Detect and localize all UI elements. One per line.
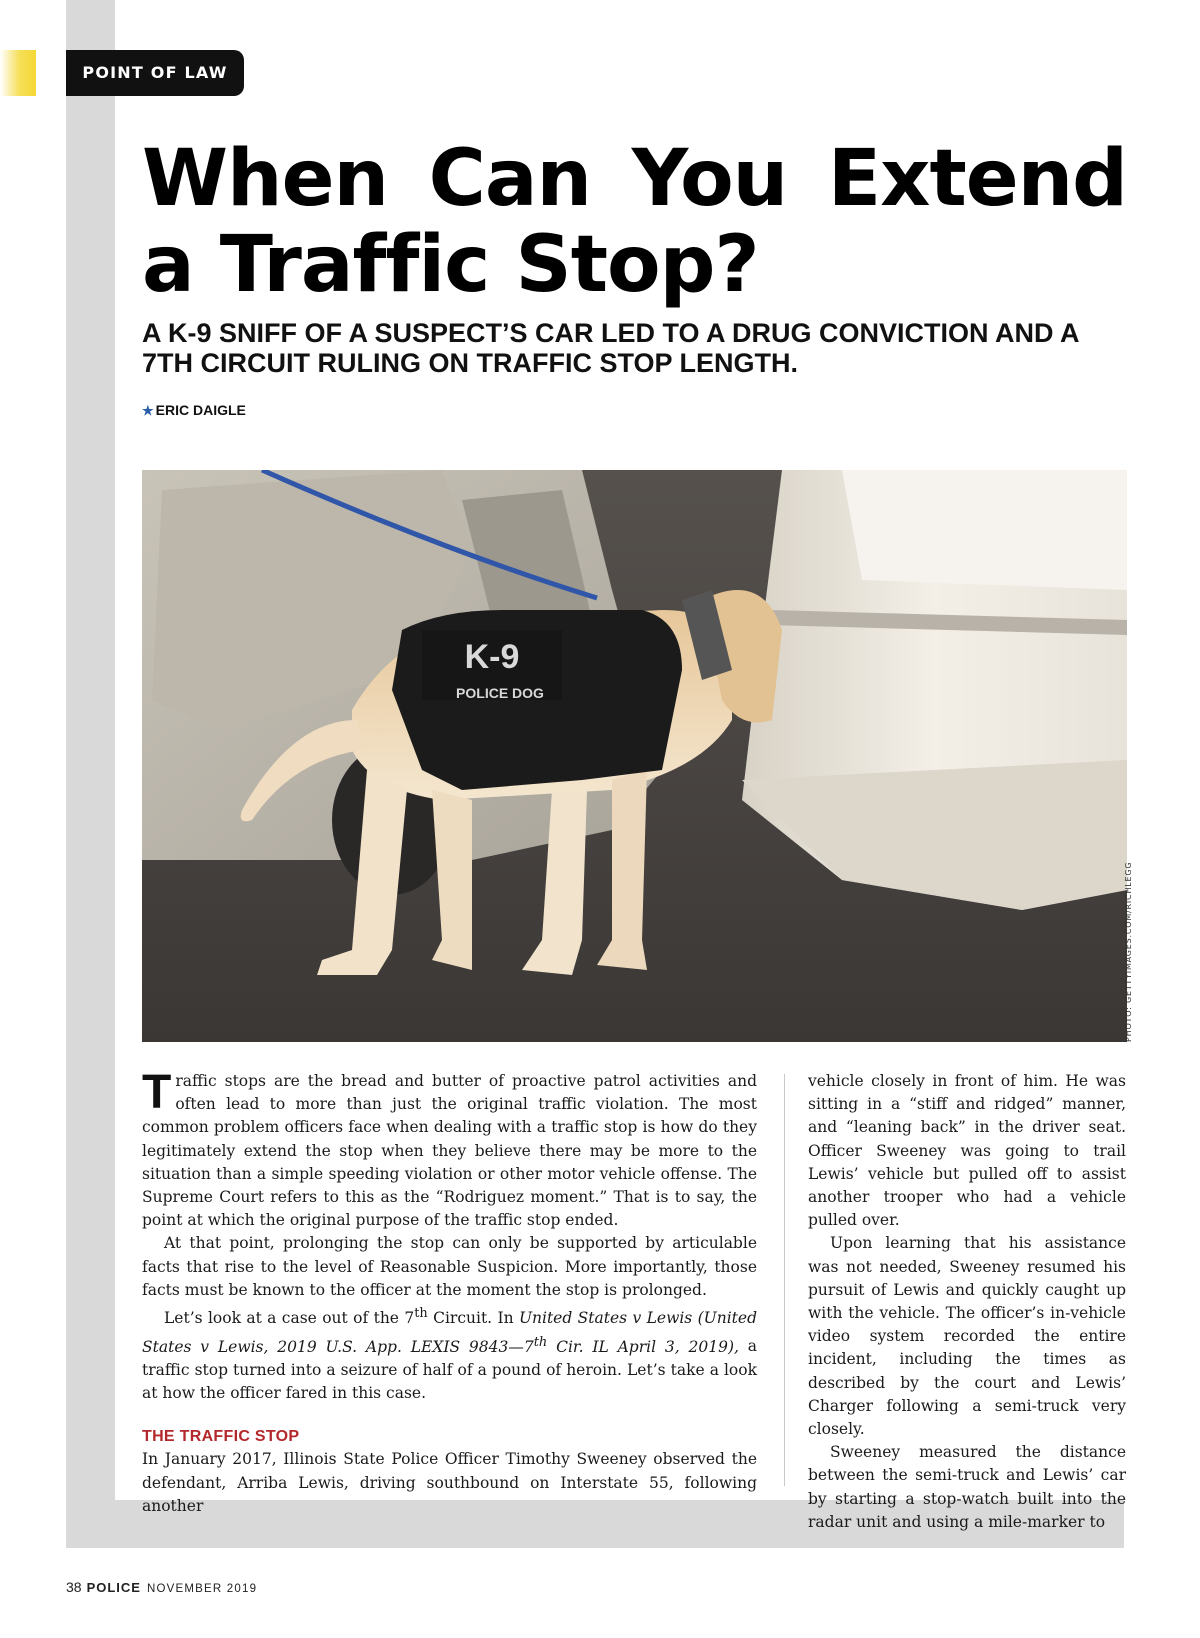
drop-cap: T xyxy=(142,1066,172,1119)
paragraph: Sweeney measured the distance between the semi-truck and Lewis’ car by starting a stop-watch built into the radar unit and using a mile-marker to xyxy=(808,1443,1126,1531)
author-name: ERIC DAIGLE xyxy=(155,402,246,418)
section-subhead: THE TRAFFIC STOP xyxy=(142,1428,300,1446)
title-line-1: When Can You Extend xyxy=(142,134,1127,224)
paragraph: At that point, prolonging the stop can only be supported by articulable facts that rise to the level of Reasonable Suspicion. More importantly, those facts must be known to the officer at the moment the stop is prolonged. xyxy=(142,1234,757,1299)
body-column-2 xyxy=(808,1070,1126,1534)
yellow-accent-tab xyxy=(0,50,36,96)
paragraph: In January 2017, Illinois State Police Officer Timothy Sweeney observed the defendant, Arriba Lewis, driving southbound on Interstate 55, following another xyxy=(142,1450,757,1515)
photo-credit: PHOTO: GETTYIMAGES.COM/RICHLEGG xyxy=(1124,861,1133,1042)
case-citation: United States v Lewis (United States v Lewis, 2019 U.S. App. LEXIS 9843—7th Cir. IL April 3, 2019), xyxy=(142,1309,757,1356)
article-title xyxy=(142,136,1127,308)
title-line-2: a Traffic Stop? xyxy=(142,220,759,310)
paragraph: vehicle closely in front of him. He was sitting in a “stiff and ridged” manner, and “leaning back” in the driver seat. Officer Sweeney was going to trail Lewis’ vehicle but pulled off to assist another trooper who had a vehicle pulled over. xyxy=(808,1072,1126,1230)
section-label: POINT OF LAW xyxy=(66,50,244,96)
column-divider xyxy=(784,1074,785,1486)
magazine-name: POLICE xyxy=(86,1580,141,1595)
k9-photo xyxy=(142,470,1127,1042)
paragraph: Let’s look at a case out of the 7th Circuit. In United States v Lewis (United States v Lewis, 2019 U.S. App. LEXIS 9843—7th Cir. IL April 3, 2019), a traffic stop turned into a seizure of half of a pound of heroin. Let’s take a look at how the officer fared in this case. xyxy=(142,1306,757,1402)
article-subtitle: A K-9 SNIFF OF A SUSPECT’S CAR LED TO A DRUG CONVICTION AND A 7TH CIRCUIT RULING ON TRAFFIC STOP LENGTH. xyxy=(142,318,1079,378)
paragraph: Traffic stops are the bread and butter of proactive patrol activities and often lead to more than just the original traffic violation. The most common problem officers face when dealing with a traffic stop is how do they legitimately extend the stop when they believe there may be more to the situation than a simple speeding violation or other motor vehicle offense. The Supreme Court refers to this as the “Rodriguez moment.” That is to say, the point at which the original purpose of the traffic stop ended. xyxy=(142,1066,757,1230)
left-gray-bar xyxy=(66,0,115,1548)
page-number: 38 xyxy=(66,1579,82,1595)
page-footer xyxy=(66,1579,257,1595)
star-icon: ★ xyxy=(142,403,154,418)
body-column-1 xyxy=(142,1066,757,1518)
paragraph: Upon learning that his assistance was not needed, Sweeney resumed his pursuit of Lewis and quickly caught up with the vehicle. The officer’s in-vehicle video system recorded the entire incident, including the times as described by the court and Lewis’ Charger following a semi-truck very closely. xyxy=(808,1234,1126,1439)
vest-label-k9: K-9 xyxy=(464,638,520,676)
issue-date: NOVEMBER 2019 xyxy=(146,1583,258,1595)
byline xyxy=(142,402,246,419)
vest-label-police-dog: POLICE DOG xyxy=(456,685,544,701)
